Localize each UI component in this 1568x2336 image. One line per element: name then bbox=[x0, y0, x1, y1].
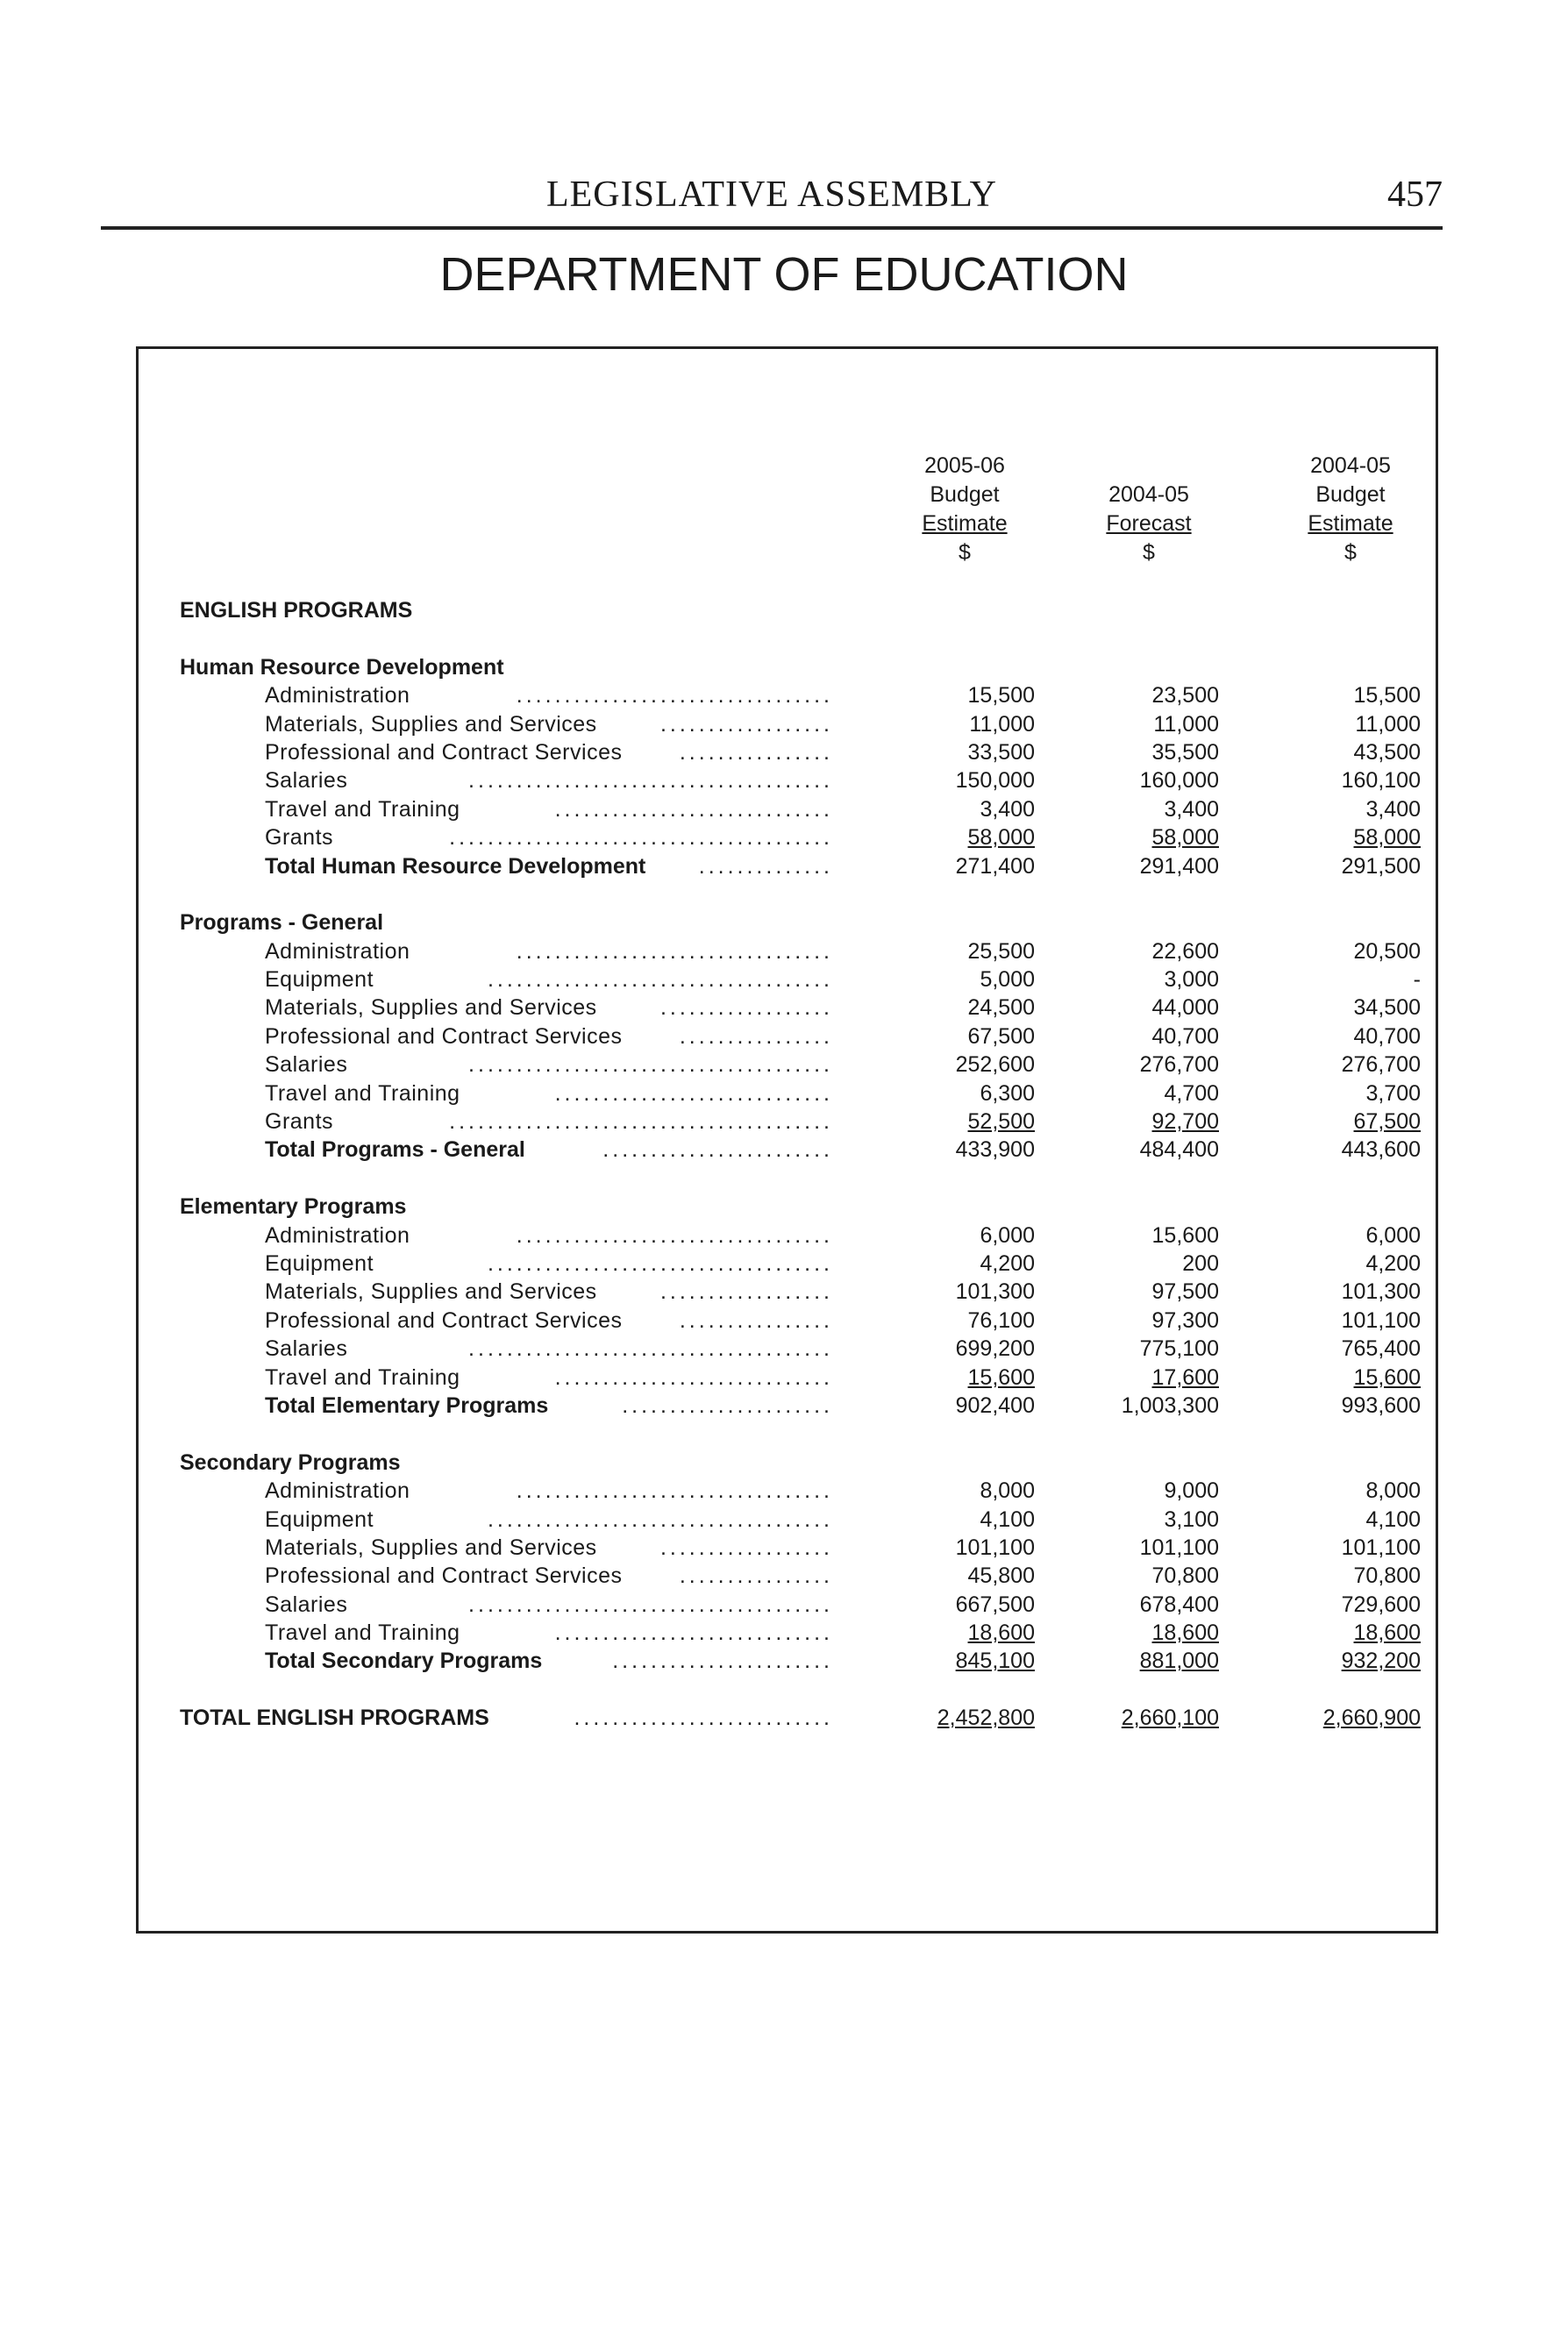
page-header bbox=[101, 172, 1443, 230]
cell-value: 8,000 bbox=[980, 1478, 1035, 1504]
cell-value: 291,500 bbox=[1341, 853, 1421, 879]
cell-value: 20,500 bbox=[1353, 938, 1421, 964]
table-row bbox=[180, 1050, 1421, 1079]
cell-value: 271,400 bbox=[955, 853, 1035, 879]
col2-unit: $ bbox=[1143, 540, 1155, 565]
cell-value: 3,400 bbox=[1365, 796, 1421, 822]
cell-value: 15,500 bbox=[967, 683, 1035, 709]
cell-value: 97,300 bbox=[1151, 1307, 1219, 1333]
cell-value: 699,200 bbox=[955, 1336, 1035, 1362]
cell-value: 43,500 bbox=[1353, 739, 1421, 765]
cell-value: 252,600 bbox=[955, 1052, 1035, 1078]
spacer bbox=[180, 1420, 1416, 1448]
cell-value: 97,500 bbox=[1151, 1279, 1219, 1305]
row-label: Travel and Training bbox=[265, 1080, 460, 1106]
leader-dots: ........................ bbox=[602, 1137, 833, 1163]
cell-value: 902,400 bbox=[955, 1392, 1035, 1418]
grand-total-label: TOTAL ENGLISH PROGRAMS bbox=[180, 1706, 489, 1731]
row-label: Professional and Contract Services bbox=[265, 1563, 623, 1589]
cell-value: 678,400 bbox=[1139, 1592, 1219, 1617]
cell-value: 3,400 bbox=[1164, 796, 1219, 822]
cell-value: 18,600 bbox=[1353, 1620, 1421, 1646]
section-row bbox=[180, 1193, 1416, 1221]
department-title: DEPARTMENT OF EDUCATION bbox=[439, 248, 1129, 301]
cell-value: 484,400 bbox=[1139, 1137, 1219, 1163]
leader-dots: ................ bbox=[679, 1307, 833, 1333]
program-title-row bbox=[180, 596, 1416, 624]
row-label: Materials, Supplies and Services bbox=[265, 995, 597, 1021]
header-title: LEGISLATIVE ASSEMBLY bbox=[546, 174, 997, 215]
cell-value: 4,100 bbox=[1365, 1506, 1421, 1532]
cell-value: 881,000 bbox=[1139, 1649, 1219, 1674]
cell-value: 765,400 bbox=[1341, 1336, 1421, 1362]
column-header-2 bbox=[1079, 452, 1219, 567]
row-label: Professional and Contract Services bbox=[265, 1307, 623, 1333]
leader-dots: .................................... bbox=[487, 967, 833, 993]
row-label: Salaries bbox=[265, 768, 348, 794]
table-row bbox=[180, 1534, 1421, 1562]
table-row bbox=[180, 1506, 1421, 1534]
cell-value: 70,800 bbox=[1151, 1563, 1219, 1589]
cell-value: 58,000 bbox=[1151, 825, 1219, 851]
cell-value: 1,003,300 bbox=[1121, 1392, 1219, 1418]
table-row bbox=[180, 1591, 1421, 1619]
cell-value: 4,700 bbox=[1164, 1080, 1219, 1106]
cell-value: 11,000 bbox=[1355, 711, 1421, 737]
cell-value: 101,100 bbox=[1139, 1535, 1219, 1560]
cell-value: 3,000 bbox=[1164, 967, 1219, 993]
spacer bbox=[180, 624, 1416, 652]
cell-value: 15,600 bbox=[1353, 1364, 1421, 1390]
section-row bbox=[180, 908, 1416, 937]
cell-value: 44,000 bbox=[1151, 995, 1219, 1021]
cell-value: 3,700 bbox=[1365, 1080, 1421, 1106]
cell-value: 5,000 bbox=[980, 967, 1035, 993]
cell-value: 6,300 bbox=[980, 1080, 1035, 1106]
cell-value: 67,500 bbox=[967, 1023, 1035, 1049]
leader-dots: ...................................... bbox=[468, 1592, 833, 1617]
row-label: Materials, Supplies and Services bbox=[265, 1279, 597, 1305]
row-label: Administration bbox=[265, 1222, 410, 1248]
leader-dots: ................ bbox=[679, 1023, 833, 1049]
cell-value: 58,000 bbox=[1353, 825, 1421, 851]
row-label: Equipment bbox=[265, 1250, 374, 1276]
row-label: Grants bbox=[265, 825, 334, 851]
cell-value: 22,600 bbox=[1151, 938, 1219, 964]
column-header-1 bbox=[894, 452, 1035, 567]
table-row bbox=[180, 1278, 1421, 1306]
cell-value: 291,400 bbox=[1139, 853, 1219, 879]
table-row bbox=[180, 766, 1421, 794]
row-label: Administration bbox=[265, 938, 410, 964]
cell-value: 11,000 bbox=[1153, 711, 1219, 737]
program-title: ENGLISH PROGRAMS bbox=[180, 598, 413, 623]
table-row bbox=[180, 1307, 1421, 1335]
cell-value: 17,600 bbox=[1151, 1364, 1219, 1390]
cell-value: 845,100 bbox=[955, 1649, 1035, 1674]
page-number: 457 bbox=[1387, 174, 1443, 215]
leader-dots: ....................... bbox=[612, 1649, 833, 1674]
cell-value: 4,100 bbox=[980, 1506, 1035, 1532]
col3-unit: $ bbox=[1344, 540, 1357, 565]
total-row bbox=[180, 852, 1421, 880]
table-row bbox=[180, 738, 1421, 766]
cell-value: 34,500 bbox=[1353, 995, 1421, 1021]
cell-value: 23,500 bbox=[1151, 683, 1219, 709]
table-row bbox=[180, 823, 1421, 851]
row-label: Travel and Training bbox=[265, 1620, 460, 1646]
cell-value: - bbox=[1413, 967, 1421, 993]
table-row bbox=[180, 1107, 1421, 1136]
cell-value: 15,500 bbox=[1353, 683, 1421, 709]
spacer bbox=[180, 1676, 1416, 1704]
section-title: Human Resource Development bbox=[180, 654, 504, 680]
leader-dots: .................. bbox=[659, 711, 833, 737]
cell-value: 8,000 bbox=[1365, 1478, 1421, 1504]
leader-dots: ................................. bbox=[516, 683, 833, 709]
leader-dots: ................ bbox=[679, 1563, 833, 1589]
table-row bbox=[180, 1079, 1421, 1107]
total-label: Total Programs - General bbox=[265, 1137, 525, 1163]
row-label: Administration bbox=[265, 683, 410, 709]
row-label: Travel and Training bbox=[265, 796, 460, 822]
leader-dots: ................................. bbox=[516, 938, 833, 964]
leader-dots: ................................. bbox=[516, 1478, 833, 1504]
cell-value: 9,000 bbox=[1164, 1478, 1219, 1504]
cell-value: 276,700 bbox=[1341, 1052, 1421, 1078]
col3-line1: 2004-05 bbox=[1310, 453, 1391, 478]
cell-value: 101,100 bbox=[1341, 1307, 1421, 1333]
table-row bbox=[180, 1022, 1421, 1050]
row-label: Grants bbox=[265, 1109, 334, 1135]
table-row bbox=[180, 994, 1421, 1022]
leader-dots: ...................................... bbox=[468, 1336, 833, 1362]
leader-dots: ...................................... bbox=[468, 768, 833, 794]
cell-value: 932,200 bbox=[1341, 1649, 1421, 1674]
cell-value: 160,000 bbox=[1139, 768, 1219, 794]
column-header-3 bbox=[1280, 452, 1421, 567]
cell-value: 45,800 bbox=[967, 1563, 1035, 1589]
cell-value: 35,500 bbox=[1151, 739, 1219, 765]
total-row bbox=[180, 1392, 1421, 1420]
col1-line1: 2005-06 bbox=[924, 453, 1005, 478]
leader-dots: ................ bbox=[679, 739, 833, 765]
col2-line2: 2004-05 bbox=[1108, 482, 1189, 507]
leader-dots: ...................................... bbox=[468, 1052, 833, 1078]
section-row bbox=[180, 1449, 1416, 1477]
cell-value: 3,400 bbox=[980, 796, 1035, 822]
col1-line3: Estimate bbox=[922, 511, 1008, 536]
row-label: Materials, Supplies and Services bbox=[265, 1535, 597, 1560]
table-row bbox=[180, 795, 1421, 823]
cell-value: 6,000 bbox=[1365, 1222, 1421, 1248]
leader-dots: .................. bbox=[659, 1279, 833, 1305]
cell-value: 40,700 bbox=[1353, 1023, 1421, 1049]
cell-value: 76,100 bbox=[967, 1307, 1035, 1333]
col1-line2: Budget bbox=[930, 482, 1000, 507]
table-row bbox=[180, 1477, 1421, 1505]
cell-value: 33,500 bbox=[967, 739, 1035, 765]
section-row bbox=[180, 653, 1416, 681]
cell-value: 443,600 bbox=[1341, 1137, 1421, 1163]
cell-value: 4,200 bbox=[1365, 1250, 1421, 1276]
spacer bbox=[180, 880, 1416, 908]
col2-line3: Forecast bbox=[1106, 511, 1192, 536]
col2-line1 bbox=[1079, 452, 1219, 481]
grand-total-row bbox=[180, 1704, 1421, 1732]
cell-value: 67,500 bbox=[1353, 1109, 1421, 1135]
row-label: Salaries bbox=[265, 1052, 348, 1078]
leader-dots: .............. bbox=[698, 853, 833, 879]
cell-value: 433,900 bbox=[955, 1137, 1035, 1163]
col1-unit: $ bbox=[959, 540, 971, 565]
cell-value: 101,100 bbox=[1341, 1535, 1421, 1560]
row-label: Travel and Training bbox=[265, 1364, 460, 1390]
row-label: Professional and Contract Services bbox=[265, 739, 623, 765]
cell-value: 52,500 bbox=[967, 1109, 1035, 1135]
cell-value: 70,800 bbox=[1353, 1563, 1421, 1589]
leader-dots: ................................. bbox=[516, 1222, 833, 1248]
cell-value: 15,600 bbox=[1151, 1222, 1219, 1248]
leader-dots: ........................................ bbox=[449, 825, 833, 851]
cell-value: 101,300 bbox=[1341, 1279, 1421, 1305]
table-row bbox=[180, 1335, 1421, 1363]
leader-dots: .................. bbox=[659, 995, 833, 1021]
cell-value: 4,200 bbox=[980, 1250, 1035, 1276]
leader-dots: ...................... bbox=[622, 1392, 833, 1418]
col3-line3: Estimate bbox=[1308, 511, 1393, 536]
table-row bbox=[180, 1619, 1421, 1647]
cell-value: 729,600 bbox=[1341, 1592, 1421, 1617]
cell-value: 18,600 bbox=[967, 1620, 1035, 1646]
cell-value: 101,100 bbox=[955, 1535, 1035, 1560]
table-row bbox=[180, 710, 1421, 738]
row-label: Equipment bbox=[265, 1506, 374, 1532]
total-label: Total Elementary Programs bbox=[265, 1392, 549, 1418]
table-row bbox=[180, 1221, 1421, 1250]
leader-dots: .................. bbox=[659, 1535, 833, 1560]
cell-value: 18,600 bbox=[1151, 1620, 1219, 1646]
leader-dots: ............................. bbox=[554, 796, 833, 822]
budget-table bbox=[180, 596, 1421, 1733]
leader-dots: ............................. bbox=[554, 1080, 833, 1106]
cell-value: 276,700 bbox=[1139, 1052, 1219, 1078]
cell-value: 6,000 bbox=[980, 1222, 1035, 1248]
row-label: Materials, Supplies and Services bbox=[265, 711, 597, 737]
total-label: Total Human Resource Development bbox=[265, 853, 646, 879]
cell-value: 101,300 bbox=[955, 1279, 1035, 1305]
total-row bbox=[180, 1136, 1421, 1164]
cell-value: 993,600 bbox=[1341, 1392, 1421, 1418]
table-row bbox=[180, 965, 1421, 994]
cell-value: 150,000 bbox=[955, 768, 1035, 794]
leader-dots: ........................................ bbox=[449, 1109, 833, 1135]
cell-value: 92,700 bbox=[1151, 1109, 1219, 1135]
leader-dots: .................................... bbox=[487, 1250, 833, 1276]
leader-dots: ............................. bbox=[554, 1364, 833, 1390]
table-row bbox=[180, 1250, 1421, 1278]
cell-value: 2,660,900 bbox=[1322, 1706, 1421, 1731]
total-label: Total Secondary Programs bbox=[265, 1649, 543, 1674]
leader-dots: ............................. bbox=[554, 1620, 833, 1646]
row-label: Salaries bbox=[265, 1592, 348, 1617]
row-label: Administration bbox=[265, 1478, 410, 1504]
cell-value: 24,500 bbox=[967, 995, 1035, 1021]
section-title: Programs - General bbox=[180, 910, 384, 936]
cell-value: 40,700 bbox=[1151, 1023, 1219, 1049]
row-label: Salaries bbox=[265, 1336, 348, 1362]
cell-value: 15,600 bbox=[967, 1364, 1035, 1390]
cell-value: 775,100 bbox=[1139, 1336, 1219, 1362]
leader-dots: ........................... bbox=[574, 1706, 833, 1731]
cell-value: 2,660,100 bbox=[1121, 1706, 1219, 1731]
cell-value: 667,500 bbox=[955, 1592, 1035, 1617]
leader-dots: .................................... bbox=[487, 1506, 833, 1532]
table-row bbox=[180, 1364, 1421, 1392]
section-title: Secondary Programs bbox=[180, 1449, 401, 1475]
cell-value: 11,000 bbox=[969, 711, 1035, 737]
section-title: Elementary Programs bbox=[180, 1194, 407, 1220]
cell-value: 200 bbox=[1182, 1250, 1219, 1276]
col3-line2: Budget bbox=[1315, 482, 1386, 507]
cell-value: 3,100 bbox=[1164, 1506, 1219, 1532]
table-row bbox=[180, 1562, 1421, 1590]
table-row bbox=[180, 681, 1421, 709]
row-label: Professional and Contract Services bbox=[265, 1023, 623, 1049]
cell-value: 58,000 bbox=[967, 825, 1035, 851]
cell-value: 160,100 bbox=[1341, 768, 1421, 794]
total-row bbox=[180, 1647, 1421, 1675]
spacer bbox=[180, 1164, 1416, 1193]
table-row bbox=[180, 937, 1421, 965]
cell-value: 2,452,800 bbox=[937, 1706, 1035, 1731]
cell-value: 25,500 bbox=[967, 938, 1035, 964]
row-label: Equipment bbox=[265, 967, 374, 993]
